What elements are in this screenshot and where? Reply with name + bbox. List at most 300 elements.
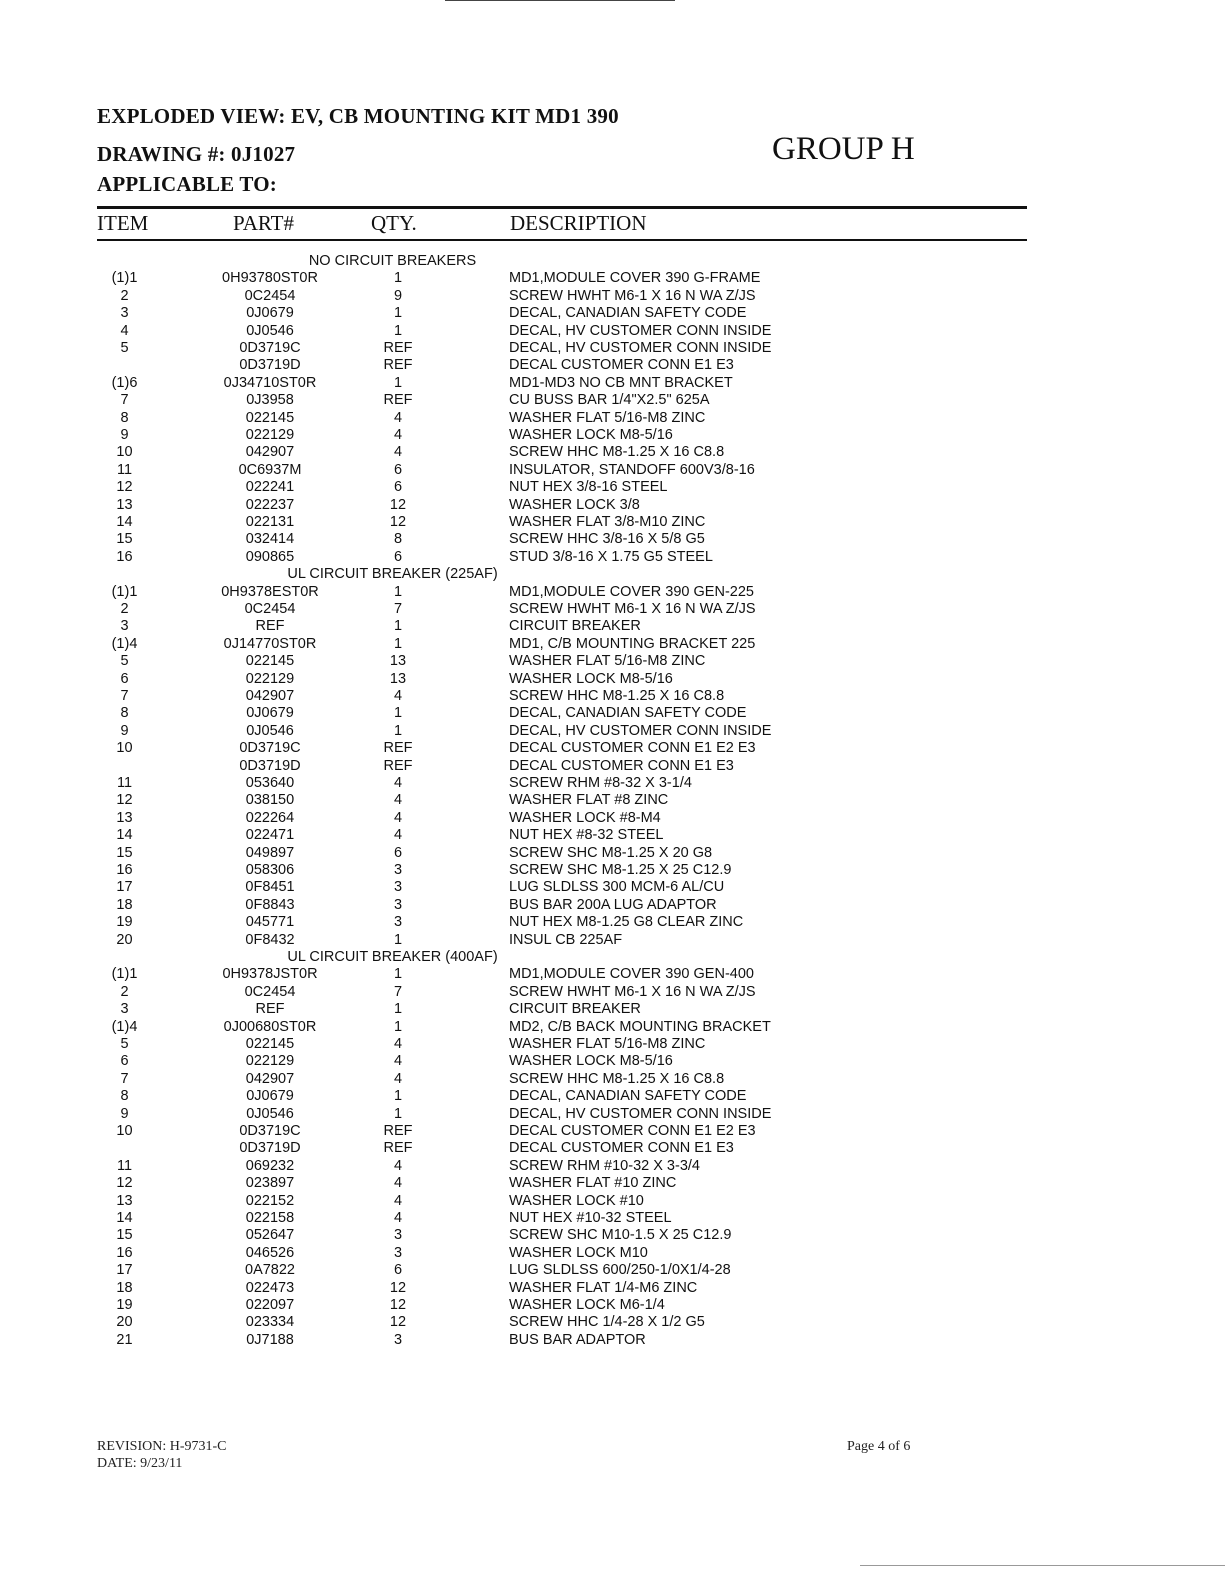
table-row: [0, 862, 800, 879]
quantity-cell: 4: [393, 1053, 403, 1070]
description-cell: SCREW HHC M8-1.25 X 16 C8.8: [509, 1070, 725, 1087]
quantity-cell: 6: [393, 844, 403, 861]
description-cell: WASHER FLAT 3/8-M10 ZINC: [509, 514, 706, 530]
part-number-cell: 022129: [245, 670, 295, 687]
section-heading: NO CIRCUIT BREAKERS: [308, 253, 477, 269]
section-heading: UL CIRCUIT BREAKER (400AF): [287, 949, 498, 965]
top-scan-rule: [445, 0, 675, 1]
quantity-cell: 4: [393, 792, 403, 809]
part-number-cell: 042907: [245, 688, 295, 704]
quantity-cell: 4: [393, 427, 403, 443]
description-cell: WASHER FLAT #8 ZINC: [509, 792, 669, 809]
quantity-cell: REF: [383, 392, 413, 409]
table-row: [0, 584, 800, 601]
item-cell: 12: [116, 479, 133, 496]
part-number-cell: 0F8843: [245, 896, 295, 913]
quantity-cell: REF: [383, 1123, 413, 1139]
description-cell: STUD 3/8-16 X 1.75 G5 STEEL: [509, 548, 713, 565]
part-number-cell: 045771: [245, 914, 295, 931]
description-cell: WASHER LOCK M8-5/16: [509, 427, 673, 443]
quantity-cell: REF: [383, 340, 413, 356]
table-row: [0, 323, 800, 340]
item-cell: 18: [116, 1279, 133, 1296]
item-cell: (1)1: [111, 270, 138, 287]
quantity-cell: 4: [393, 444, 403, 461]
item-cell: 5: [120, 340, 129, 356]
quantity-cell: 1: [393, 1018, 403, 1035]
item-cell: 11: [116, 461, 133, 478]
item-cell: 14: [116, 827, 133, 844]
table-row: [0, 966, 800, 983]
table-row: [0, 357, 800, 374]
part-number-cell: 022145: [245, 1036, 295, 1052]
item-cell: 2: [120, 983, 129, 1000]
description-cell: BUS BAR 200A LUG ADAPTOR: [509, 896, 717, 913]
part-number-cell: 0H93780ST0R: [222, 270, 318, 287]
item-cell: 16: [116, 862, 133, 878]
description-cell: BUS BAR ADAPTOR: [509, 1331, 646, 1348]
part-number-cell: 090865: [245, 548, 295, 565]
item-cell: (1)4: [111, 635, 138, 652]
table-row: [0, 845, 800, 862]
table-row: [0, 497, 800, 514]
table-row: [0, 688, 800, 705]
part-number-cell: 022131: [245, 514, 295, 530]
table-row: [0, 1332, 800, 1349]
item-cell: 8: [120, 1088, 129, 1105]
quantity-cell: 12: [389, 514, 407, 530]
item-cell: (1)6: [111, 374, 138, 391]
quantity-cell: 12: [389, 496, 407, 513]
part-number-cell: 023334: [245, 1314, 295, 1331]
description-cell: SCREW HHC 3/8-16 X 5/8 G5: [509, 531, 705, 548]
part-number-cell: 0F8451: [245, 879, 295, 896]
item-cell: 8: [120, 705, 129, 722]
description-cell: WASHER FLAT 5/16-M8 ZINC: [509, 409, 706, 426]
item-cell: 3: [120, 1001, 129, 1018]
item-cell: 15: [116, 1227, 133, 1244]
item-cell: 5: [120, 1036, 129, 1052]
part-number-cell: 0D3719C: [239, 340, 301, 356]
item-cell: 12: [116, 1175, 133, 1192]
part-number-cell: 0D3719D: [239, 757, 301, 774]
quantity-cell: 4: [393, 1192, 403, 1209]
part-number-cell: 069232: [245, 1157, 295, 1174]
item-cell: 9: [120, 1105, 129, 1122]
item-cell: 2: [120, 287, 129, 304]
table-row: [0, 1088, 800, 1105]
table-row: [0, 427, 800, 444]
item-cell: 16: [116, 1244, 133, 1261]
table-row: [0, 305, 800, 322]
part-number-cell: 0C2454: [244, 287, 296, 304]
quantity-cell: 4: [393, 827, 403, 844]
description-cell: WASHER LOCK 3/8: [509, 496, 640, 513]
quantity-cell: REF: [383, 757, 413, 774]
item-cell: 5: [120, 653, 129, 670]
item-cell: 21: [116, 1331, 133, 1348]
table-row: [0, 601, 800, 618]
item-cell: 18: [116, 896, 133, 913]
part-number-cell: 022264: [245, 809, 295, 826]
part-number-cell: 0J0546: [246, 1105, 294, 1122]
part-number-cell: 0D3719D: [239, 1140, 301, 1157]
description-cell: MD1,MODULE COVER 390 G-FRAME: [509, 270, 761, 287]
description-cell: WASHER FLAT 5/16-M8 ZINC: [509, 653, 706, 670]
part-number-cell: 0A7822: [245, 1262, 295, 1279]
part-number-cell: 058306: [245, 862, 295, 878]
table-row: [0, 340, 800, 357]
description-cell: WASHER FLAT #10 ZINC: [509, 1175, 677, 1192]
table-row: [0, 462, 800, 479]
description-cell: WASHER LOCK #10: [509, 1192, 644, 1209]
item-cell: (1)1: [111, 583, 138, 600]
table-row: [0, 758, 800, 775]
item-cell: 9: [120, 427, 129, 443]
table-row: [0, 827, 800, 844]
part-number-cell: 022241: [245, 479, 295, 496]
item-cell: 19: [116, 1297, 133, 1313]
table-row: [0, 514, 800, 531]
description-cell: DECAL, HV CUSTOMER CONN INSIDE: [509, 1105, 772, 1122]
part-number-cell: 022097: [245, 1297, 295, 1313]
description-cell: DECAL CUSTOMER CONN E1 E2 E3: [509, 1123, 756, 1139]
part-number-cell: 0J0546: [246, 322, 294, 339]
table-row: [0, 479, 800, 496]
part-number-cell: 0J0679: [246, 705, 294, 722]
part-number-cell: 0C6937M: [238, 461, 302, 478]
item-cell: 3: [120, 618, 129, 635]
applicable-to: APPLICABLE TO:: [97, 172, 277, 196]
item-cell: 6: [120, 670, 129, 687]
part-number-cell: 038150: [245, 792, 295, 809]
page-number: Page 4 of 6: [847, 1439, 911, 1454]
table-row: [0, 671, 800, 688]
quantity-cell: 3: [393, 1244, 403, 1261]
description-cell: SCREW RHM #8-32 X 3-1/4: [509, 775, 692, 791]
description-cell: LUG SLDLSS 300 MCM-6 AL/CU: [509, 879, 725, 896]
part-number-cell: 0H9378EST0R: [221, 583, 319, 600]
quantity-cell: 1: [393, 722, 403, 739]
part-number-cell: 0H9378JST0R: [222, 966, 318, 983]
part-number-cell: 022152: [245, 1192, 295, 1209]
header-top-rule: [97, 206, 1027, 209]
table-row: [0, 288, 800, 305]
item-cell: 7: [120, 392, 129, 409]
quantity-cell: 13: [389, 670, 407, 687]
description-cell: DECAL, CANADIAN SAFETY CODE: [509, 705, 747, 722]
item-cell: 3: [120, 305, 129, 322]
table-row: [0, 914, 800, 931]
part-number-cell: 0J0546: [246, 722, 294, 739]
description-cell: DECAL, HV CUSTOMER CONN INSIDE: [509, 722, 772, 739]
table-row: [0, 392, 800, 409]
description-cell: SCREW HHC M8-1.25 X 16 C8.8: [509, 688, 725, 704]
part-number-cell: 022129: [245, 427, 295, 443]
description-cell: SCREW HWHT M6-1 X 16 N WA Z/JS: [509, 601, 756, 617]
description-cell: SCREW SHC M8-1.25 X 20 G8: [509, 844, 713, 861]
table-row: [0, 1158, 800, 1175]
column-header-description: DESCRIPTION: [510, 211, 647, 235]
table-row: [0, 810, 800, 827]
part-number-cell: 0F8432: [245, 931, 295, 948]
item-cell: 13: [116, 496, 133, 513]
item-cell: 2: [120, 601, 129, 617]
quantity-cell: 7: [393, 601, 403, 617]
part-number-cell: 022158: [245, 1210, 295, 1226]
item-cell: 16: [116, 548, 133, 565]
item-cell: 17: [116, 1262, 133, 1279]
quantity-cell: 6: [393, 1262, 403, 1279]
part-number-cell: 0J14770ST0R: [223, 635, 317, 652]
description-cell: SCREW HWHT M6-1 X 16 N WA Z/JS: [509, 287, 756, 304]
table-row: [0, 270, 800, 287]
item-cell: 13: [116, 809, 133, 826]
table-row: [0, 723, 800, 740]
part-number-cell: REF: [255, 1001, 285, 1018]
column-header-qty: QTY.: [371, 211, 417, 235]
table-row: [0, 1071, 800, 1088]
column-header-item: ITEM: [97, 211, 149, 235]
description-cell: WASHER LOCK M8-5/16: [509, 670, 673, 687]
description-cell: NUT HEX #10-32 STEEL: [509, 1210, 672, 1226]
quantity-cell: 7: [393, 983, 403, 1000]
part-number-cell: 022237: [245, 496, 295, 513]
description-cell: WASHER LOCK #8-M4: [509, 809, 661, 826]
description-cell: INSULATOR, STANDOFF 600V3/8-16: [509, 461, 755, 478]
quantity-cell: 1: [393, 270, 403, 287]
item-cell: 20: [116, 931, 133, 948]
table-row: [0, 1297, 800, 1314]
description-cell: SCREW SHC M10-1.5 X 25 C12.9: [509, 1227, 732, 1244]
quantity-cell: 3: [393, 1331, 403, 1348]
item-cell: 9: [120, 722, 129, 739]
table-row: [0, 1193, 800, 1210]
part-number-cell: 0D3719C: [239, 740, 301, 757]
quantity-cell: 1: [393, 966, 403, 983]
table-row: [0, 618, 800, 635]
table-row: [0, 1001, 800, 1018]
table-row: [0, 1262, 800, 1279]
item-cell: 7: [120, 1070, 129, 1087]
quantity-cell: 3: [393, 862, 403, 878]
item-cell: 4: [120, 322, 129, 339]
quantity-cell: 4: [393, 1175, 403, 1192]
item-cell: (1)4: [111, 1018, 138, 1035]
part-number-cell: 046526: [245, 1244, 295, 1261]
description-cell: WASHER FLAT 5/16-M8 ZINC: [509, 1036, 706, 1052]
part-number-cell: 0J00680ST0R: [223, 1018, 317, 1035]
table-row: [0, 1210, 800, 1227]
quantity-cell: 13: [389, 653, 407, 670]
description-cell: DECAL, HV CUSTOMER CONN INSIDE: [509, 322, 772, 339]
item-cell: 10: [116, 1123, 133, 1139]
description-cell: INSUL CB 225AF: [509, 931, 623, 948]
table-row: [0, 653, 800, 670]
description-cell: MD1, C/B MOUNTING BRACKET 225: [509, 635, 756, 652]
quantity-cell: 1: [393, 618, 403, 635]
quantity-cell: 4: [393, 775, 403, 791]
quantity-cell: 1: [393, 1001, 403, 1018]
part-number-cell: 049897: [245, 844, 295, 861]
quantity-cell: REF: [383, 740, 413, 757]
table-row: [0, 792, 800, 809]
quantity-cell: 6: [393, 479, 403, 496]
item-cell: 13: [116, 1192, 133, 1209]
table-row: [0, 1140, 800, 1157]
table-row: [0, 1280, 800, 1297]
description-cell: DECAL, HV CUSTOMER CONN INSIDE: [509, 340, 772, 356]
quantity-cell: 8: [393, 531, 403, 548]
item-cell: 15: [116, 844, 133, 861]
quantity-cell: 4: [393, 688, 403, 704]
revision: REVISION: H-9731-C: [97, 1439, 227, 1454]
item-cell: 10: [116, 740, 133, 757]
table-row: [0, 636, 800, 653]
part-number-cell: 0D3719D: [239, 357, 301, 374]
table-row: [0, 897, 800, 914]
item-cell: 12: [116, 792, 133, 809]
quantity-cell: 6: [393, 461, 403, 478]
quantity-cell: 1: [393, 635, 403, 652]
quantity-cell: 4: [393, 1157, 403, 1174]
item-cell: 17: [116, 879, 133, 896]
part-number-cell: 0J0679: [246, 1088, 294, 1105]
quantity-cell: 9: [393, 287, 403, 304]
part-number-cell: 032414: [245, 531, 295, 548]
part-number-cell: 0J0679: [246, 305, 294, 322]
part-number-cell: 0C2454: [244, 601, 296, 617]
table-row: [0, 775, 800, 792]
description-cell: SCREW HHC 1/4-28 X 1/2 G5: [509, 1314, 705, 1331]
description-cell: NUT HEX 3/8-16 STEEL: [509, 479, 668, 496]
part-number-cell: REF: [255, 618, 285, 635]
item-cell: 19: [116, 914, 133, 931]
part-number-cell: 022145: [245, 653, 295, 670]
description-cell: WASHER LOCK M6-1/4: [509, 1297, 665, 1313]
description-cell: NUT HEX #8-32 STEEL: [509, 827, 664, 844]
description-cell: DECAL, CANADIAN SAFETY CODE: [509, 1088, 747, 1105]
description-cell: DECAL, CANADIAN SAFETY CODE: [509, 305, 747, 322]
description-cell: CU BUSS BAR 1/4"X2.5" 625A: [509, 392, 710, 409]
document-title: EXPLODED VIEW: EV, CB MOUNTING KIT MD1 390: [97, 104, 619, 128]
table-row: [0, 1106, 800, 1123]
part-number-cell: 022473: [245, 1279, 295, 1296]
quantity-cell: 12: [389, 1314, 407, 1331]
quantity-cell: 4: [393, 1036, 403, 1052]
part-number-cell: 0J7188: [246, 1331, 294, 1348]
item-cell: 6: [120, 1053, 129, 1070]
description-cell: WASHER LOCK M10: [509, 1244, 648, 1261]
table-row: [0, 375, 800, 392]
description-cell: SCREW HWHT M6-1 X 16 N WA Z/JS: [509, 983, 756, 1000]
description-cell: SCREW HHC M8-1.25 X 16 C8.8: [509, 444, 725, 461]
description-cell: CIRCUIT BREAKER: [509, 1001, 641, 1018]
description-cell: SCREW SHC M8-1.25 X 25 C12.9: [509, 862, 732, 878]
description-cell: DECAL CUSTOMER CONN E1 E3: [509, 757, 734, 774]
description-cell: MD1-MD3 NO CB MNT BRACKET: [509, 374, 733, 391]
quantity-cell: 4: [393, 1210, 403, 1226]
table-row: [0, 740, 800, 757]
description-cell: MD1,MODULE COVER 390 GEN-400: [509, 966, 754, 983]
table-row: [0, 531, 800, 548]
quantity-cell: 4: [393, 409, 403, 426]
quantity-cell: REF: [383, 1140, 413, 1157]
description-cell: WASHER LOCK M8-5/16: [509, 1053, 673, 1070]
description-cell: MD2, C/B BACK MOUNTING BRACKET: [509, 1018, 771, 1035]
part-number-cell: 022129: [245, 1053, 295, 1070]
part-number-cell: 0J3958: [246, 392, 294, 409]
part-number-cell: 022145: [245, 409, 295, 426]
item-cell: 20: [116, 1314, 133, 1331]
bottom-scan-rule: [860, 1565, 1225, 1566]
description-cell: SCREW RHM #10-32 X 3-3/4: [509, 1157, 700, 1174]
description-cell: DECAL CUSTOMER CONN E1 E3: [509, 357, 734, 374]
table-row: [0, 1053, 800, 1070]
table-row: [0, 1314, 800, 1331]
quantity-cell: 4: [393, 809, 403, 826]
part-number-cell: 023897: [245, 1175, 295, 1192]
item-cell: 14: [116, 1210, 133, 1226]
quantity-cell: 1: [393, 1088, 403, 1105]
description-cell: LUG SLDLSS 600/250-1/0X1/4-28: [509, 1262, 731, 1279]
part-number-cell: 022471: [245, 827, 295, 844]
quantity-cell: 12: [389, 1279, 407, 1296]
table-row: [0, 879, 800, 896]
item-cell: 7: [120, 688, 129, 704]
table-row: [0, 1227, 800, 1244]
table-row: [0, 410, 800, 427]
drawing-number: DRAWING #: 0J1027: [97, 142, 296, 166]
item-cell: 14: [116, 514, 133, 530]
quantity-cell: 1: [393, 931, 403, 948]
quantity-cell: 1: [393, 374, 403, 391]
item-cell: 10: [116, 444, 133, 461]
table-row: [0, 1123, 800, 1140]
quantity-cell: REF: [383, 357, 413, 374]
item-cell: (1)1: [111, 966, 138, 983]
header-bottom-rule: [97, 239, 1027, 241]
table-row: [0, 444, 800, 461]
description-cell: DECAL CUSTOMER CONN E1 E3: [509, 1140, 734, 1157]
description-cell: MD1,MODULE COVER 390 GEN-225: [509, 583, 754, 600]
quantity-cell: 3: [393, 1227, 403, 1244]
part-number-cell: 0C2454: [244, 983, 296, 1000]
part-number-cell: 052647: [245, 1227, 295, 1244]
item-cell: 8: [120, 409, 129, 426]
part-number-cell: 042907: [245, 444, 295, 461]
group-label: GROUP H: [772, 131, 915, 167]
table-row: [0, 984, 800, 1001]
part-number-cell: 042907: [245, 1070, 295, 1087]
quantity-cell: 12: [389, 1297, 407, 1313]
table-row: [0, 1019, 800, 1036]
part-number-cell: 053640: [245, 775, 295, 791]
table-row: [0, 1175, 800, 1192]
table-row: [0, 549, 800, 566]
quantity-cell: 3: [393, 879, 403, 896]
item-cell: 15: [116, 531, 133, 548]
quantity-cell: 1: [393, 583, 403, 600]
quantity-cell: 6: [393, 548, 403, 565]
quantity-cell: 1: [393, 1105, 403, 1122]
revision-date: DATE: 9/23/11: [97, 1456, 183, 1471]
quantity-cell: 4: [393, 1070, 403, 1087]
table-row: [0, 1036, 800, 1053]
part-number-cell: 0J34710ST0R: [223, 374, 317, 391]
table-row: [0, 705, 800, 722]
table-row: [0, 932, 800, 949]
